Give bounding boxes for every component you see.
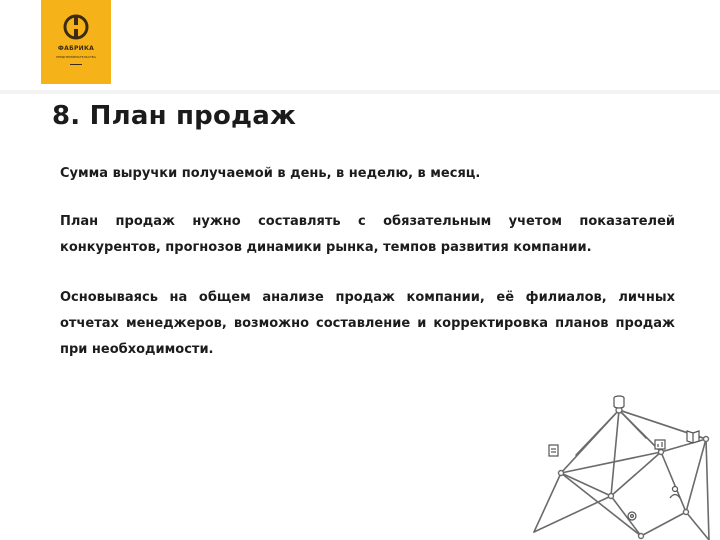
paragraph-analysis: Основываясь на общем анализе продаж компании, её филиалов, личных отчетах менеджеров, возможно составление и корректировка планов продаж при необходимости. — [60, 290, 675, 357]
chart-icon — [655, 440, 665, 449]
paragraph-planning-factors: План продаж нужно составлять с обязательным учетом показателей конкурентов, прогнозов динамики рынка, темпов развития компании. — [60, 214, 675, 255]
logo-rule — [70, 64, 82, 65]
slide-title: 8. План продаж — [52, 101, 297, 131]
document-icon — [549, 445, 558, 456]
gear-icon — [628, 512, 636, 520]
person-icon — [670, 487, 680, 499]
logo-emblem-icon — [63, 14, 89, 40]
company-logo — [41, 0, 111, 84]
logo-tagline: ПРЕДПРИНИМАТЕЛЬСТВА — [56, 55, 96, 59]
header-divider — [0, 90, 720, 94]
book-icon — [687, 431, 699, 443]
logo-name: ФАБРИКА — [57, 45, 95, 52]
paragraph-revenue: Сумма выручки получаемой в день, в неделю, в месяц. — [60, 166, 481, 181]
database-icon — [614, 396, 624, 408]
